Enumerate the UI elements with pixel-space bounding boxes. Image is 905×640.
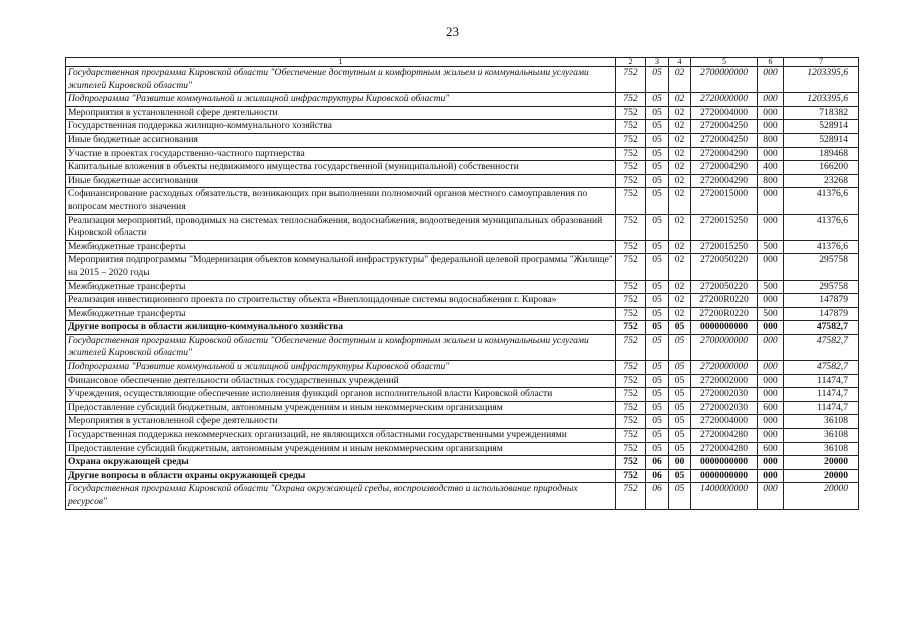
expense-type-cell: 000: [758, 334, 784, 360]
amount-cell: 528914: [784, 133, 859, 147]
amount-cell: 295758: [784, 280, 859, 294]
table-row: [66, 214, 859, 240]
section-code-cell: 05: [646, 161, 669, 175]
subsection-code-cell: 05: [669, 442, 691, 456]
subsection-code-cell: 02: [669, 280, 691, 294]
table-row: [66, 307, 859, 321]
subsection-code-cell: 02: [669, 93, 691, 107]
ministry-code-cell: 752: [616, 483, 646, 509]
row-name-cell: Охрана окружающей среды: [66, 456, 616, 470]
section-code-cell: 05: [646, 147, 669, 161]
ministry-code-cell: 752: [616, 161, 646, 175]
section-code-cell: 06: [646, 469, 669, 483]
amount-cell: 11474,7: [784, 374, 859, 388]
expense-type-cell: 600: [758, 401, 784, 415]
ministry-code-cell: 752: [616, 401, 646, 415]
header-cell: 1: [66, 58, 616, 67]
row-name-cell: Софинансирование расходных обязательств, возникающих при выполнении полномочий органов местного самоуправления по вопросам местного значения: [66, 188, 616, 214]
expense-type-cell: 400: [758, 161, 784, 175]
section-code-cell: 05: [646, 106, 669, 120]
target-article-cell: 0000000000: [691, 469, 758, 483]
section-code-cell: 05: [646, 415, 669, 429]
amount-cell: 41376,6: [784, 240, 859, 254]
subsection-code-cell: 02: [669, 120, 691, 134]
target-article-cell: 2720004250: [691, 133, 758, 147]
page-number: 23: [446, 24, 459, 39]
amount-cell: 36108: [784, 429, 859, 443]
amount-cell: 147879: [784, 294, 859, 308]
amount-cell: 11474,7: [784, 401, 859, 415]
target-article-cell: 27200R0220: [691, 307, 758, 321]
row-name-cell: Государственная программа Кировской области "Обеспечение доступным и комфортным жильем и коммунальными услугами жителей Кировской области": [66, 334, 616, 360]
ministry-code-cell: 752: [616, 106, 646, 120]
row-name-cell: Межбюджетные трансферты: [66, 240, 616, 254]
amount-cell: 20000: [784, 456, 859, 470]
ministry-code-cell: 752: [616, 374, 646, 388]
table-row: [66, 133, 859, 147]
section-code-cell: 05: [646, 429, 669, 443]
target-article-cell: 2720002030: [691, 388, 758, 402]
row-name-cell: Капитальные вложения в объекты недвижимого имущества государственной (муниципальной) собственности: [66, 161, 616, 175]
ministry-code-cell: 752: [616, 280, 646, 294]
amount-cell: 47582,7: [784, 321, 859, 335]
subsection-code-cell: 02: [669, 174, 691, 188]
header-cell: 6: [758, 58, 784, 67]
ministry-code-cell: 752: [616, 188, 646, 214]
header-cell: 2: [616, 58, 646, 67]
section-code-cell: 05: [646, 388, 669, 402]
table-row: [66, 93, 859, 107]
section-code-cell: 06: [646, 483, 669, 509]
header-cell: 4: [669, 58, 691, 67]
target-article-cell: 2720004280: [691, 442, 758, 456]
expense-type-cell: 000: [758, 456, 784, 470]
subsection-code-cell: 02: [669, 161, 691, 175]
row-name-cell: Государственная поддержка жилищно-коммунального хозяйства: [66, 120, 616, 134]
ministry-code-cell: 752: [616, 294, 646, 308]
amount-cell: 189468: [784, 147, 859, 161]
section-code-cell: 05: [646, 67, 669, 93]
target-article-cell: 2720004290: [691, 174, 758, 188]
subsection-code-cell: 05: [669, 334, 691, 360]
ministry-code-cell: 752: [616, 361, 646, 375]
row-name-cell: Предоставление субсидий бюджетным, автономным учреждениям и иным некоммерческим организациям: [66, 401, 616, 415]
target-article-cell: 2720004290: [691, 147, 758, 161]
amount-cell: 147879: [784, 307, 859, 321]
row-name-cell: Учреждения, осуществляющие обеспечение исполнения функций органов исполнительной власти Кировской области: [66, 388, 616, 402]
table-row: [66, 174, 859, 188]
row-name-cell: Мероприятия подпрограммы "Модернизация объектов коммунальной инфраструктуры" федеральной целевой программы "Жилище" на 2015 – 2020 годы: [66, 254, 616, 280]
table-row: [66, 483, 859, 509]
amount-cell: 36108: [784, 442, 859, 456]
ministry-code-cell: 752: [616, 442, 646, 456]
row-name-cell: Реализация инвестиционного проекта по строительству объекта «Внеплощадочные системы водоснабжения г. Кирова»: [66, 294, 616, 308]
header-cell: 3: [646, 58, 669, 67]
section-code-cell: 05: [646, 307, 669, 321]
section-code-cell: 05: [646, 254, 669, 280]
expense-type-cell: 000: [758, 188, 784, 214]
row-name-cell: Финансовое обеспечение деятельности областных государственных учреждений: [66, 374, 616, 388]
target-article-cell: 2720004290: [691, 161, 758, 175]
target-article-cell: 2700000000: [691, 334, 758, 360]
header-cell: 7: [784, 58, 859, 67]
subsection-code-cell: 05: [669, 401, 691, 415]
table-row: [66, 415, 859, 429]
table-row: [66, 147, 859, 161]
expense-type-cell: 500: [758, 240, 784, 254]
subsection-code-cell: 05: [669, 483, 691, 509]
target-article-cell: 2720000000: [691, 361, 758, 375]
target-article-cell: 27200R0220: [691, 294, 758, 308]
amount-cell: 1203395,6: [784, 93, 859, 107]
amount-cell: 20000: [784, 483, 859, 509]
row-name-cell: Участие в проектах государственно-частного партнерства: [66, 147, 616, 161]
row-name-cell: Межбюджетные трансферты: [66, 280, 616, 294]
section-code-cell: 05: [646, 188, 669, 214]
ministry-code-cell: 752: [616, 133, 646, 147]
ministry-code-cell: 752: [616, 334, 646, 360]
section-code-cell: 05: [646, 214, 669, 240]
amount-cell: 41376,6: [784, 214, 859, 240]
section-code-cell: 05: [646, 133, 669, 147]
row-name-cell: Мероприятия в установленной сфере деятельности: [66, 415, 616, 429]
target-article-cell: 2720002030: [691, 401, 758, 415]
expense-type-cell: 000: [758, 415, 784, 429]
amount-cell: 47582,7: [784, 334, 859, 360]
section-code-cell: 05: [646, 280, 669, 294]
target-article-cell: 2720015250: [691, 240, 758, 254]
expense-type-cell: 000: [758, 469, 784, 483]
target-article-cell: 2720050220: [691, 254, 758, 280]
header-cell: 5: [691, 58, 758, 67]
amount-cell: 20000: [784, 469, 859, 483]
row-name-cell: Иные бюджетные ассигнования: [66, 133, 616, 147]
target-article-cell: 2720004280: [691, 429, 758, 443]
amount-cell: 528914: [784, 120, 859, 134]
ministry-code-cell: 752: [616, 469, 646, 483]
amount-cell: 36108: [784, 415, 859, 429]
subsection-code-cell: 02: [669, 307, 691, 321]
amount-cell: 41376,6: [784, 188, 859, 214]
section-code-cell: 05: [646, 120, 669, 134]
table-row: [66, 374, 859, 388]
ministry-code-cell: 752: [616, 93, 646, 107]
row-name-cell: Мероприятия в установленной сфере деятельности: [66, 106, 616, 120]
table-row: [66, 240, 859, 254]
section-code-cell: 06: [646, 456, 669, 470]
expense-type-cell: 000: [758, 147, 784, 161]
amount-cell: 295758: [784, 254, 859, 280]
section-code-cell: 05: [646, 334, 669, 360]
table-row: [66, 120, 859, 134]
ministry-code-cell: 752: [616, 429, 646, 443]
expense-type-cell: 000: [758, 67, 784, 93]
subsection-code-cell: 02: [669, 254, 691, 280]
target-article-cell: 0000000000: [691, 456, 758, 470]
table-row: [66, 67, 859, 93]
subsection-code-cell: 02: [669, 67, 691, 93]
expense-type-cell: 600: [758, 442, 784, 456]
expense-type-cell: 000: [758, 294, 784, 308]
table-row: [66, 429, 859, 443]
ministry-code-cell: 752: [616, 254, 646, 280]
section-code-cell: 05: [646, 401, 669, 415]
amount-cell: 23268: [784, 174, 859, 188]
header-row: [66, 58, 859, 67]
row-name-cell: Иные бюджетные ассигнования: [66, 174, 616, 188]
expense-type-cell: 000: [758, 483, 784, 509]
table-row: [66, 294, 859, 308]
table-row: [66, 401, 859, 415]
subsection-code-cell: 02: [669, 188, 691, 214]
target-article-cell: 2720000000: [691, 93, 758, 107]
target-article-cell: 2720002000: [691, 374, 758, 388]
ministry-code-cell: 752: [616, 321, 646, 335]
target-article-cell: 2720004000: [691, 106, 758, 120]
table-row: [66, 106, 859, 120]
section-code-cell: 05: [646, 240, 669, 254]
expense-type-cell: 500: [758, 280, 784, 294]
section-code-cell: 05: [646, 442, 669, 456]
row-name-cell: Другие вопросы в области жилищно-коммунального хозяйства: [66, 321, 616, 335]
ministry-code-cell: 752: [616, 214, 646, 240]
expense-type-cell: 000: [758, 254, 784, 280]
subsection-code-cell: 02: [669, 240, 691, 254]
expense-type-cell: 000: [758, 120, 784, 134]
section-code-cell: 05: [646, 93, 669, 107]
subsection-code-cell: 00: [669, 456, 691, 470]
expense-type-cell: 800: [758, 174, 784, 188]
subsection-code-cell: 05: [669, 415, 691, 429]
ministry-code-cell: 752: [616, 67, 646, 93]
amount-cell: 166200: [784, 161, 859, 175]
section-code-cell: 05: [646, 321, 669, 335]
table-row: [66, 161, 859, 175]
expense-type-cell: 000: [758, 361, 784, 375]
ministry-code-cell: 752: [616, 120, 646, 134]
row-name-cell: Предоставление субсидий бюджетным, автономным учреждениям и иным некоммерческим организациям: [66, 442, 616, 456]
subsection-code-cell: 02: [669, 214, 691, 240]
table-row: [66, 361, 859, 375]
section-code-cell: 05: [646, 361, 669, 375]
table-row: [66, 321, 859, 335]
row-name-cell: Государственная программа Кировской области "Обеспечение доступным и комфортным жильем и коммунальными услугами жителей Кировской области": [66, 67, 616, 93]
subsection-code-cell: 05: [669, 388, 691, 402]
expense-type-cell: 800: [758, 133, 784, 147]
target-article-cell: 2720015250: [691, 214, 758, 240]
amount-cell: 11474,7: [784, 388, 859, 402]
row-name-cell: Подпрограмма "Развитие коммунальной и жилищной инфраструктуры Кировской области": [66, 361, 616, 375]
ministry-code-cell: 752: [616, 415, 646, 429]
expense-type-cell: 000: [758, 429, 784, 443]
amount-cell: 47582,7: [784, 361, 859, 375]
ministry-code-cell: 752: [616, 240, 646, 254]
expense-type-cell: 000: [758, 388, 784, 402]
table-row: [66, 469, 859, 483]
subsection-code-cell: 05: [669, 469, 691, 483]
target-article-cell: 1400000000: [691, 483, 758, 509]
expense-type-cell: 000: [758, 106, 784, 120]
ministry-code-cell: 752: [616, 388, 646, 402]
subsection-code-cell: 02: [669, 147, 691, 161]
expense-type-cell: 000: [758, 374, 784, 388]
target-article-cell: 2720015000: [691, 188, 758, 214]
table-row: [66, 388, 859, 402]
table-row: [66, 188, 859, 214]
row-name-cell: Межбюджетные трансферты: [66, 307, 616, 321]
row-name-cell: Государственная программа Кировской области "Охрана окружающей среды, воспроизводство и использование природных ресурсов": [66, 483, 616, 509]
subsection-code-cell: 05: [669, 321, 691, 335]
ministry-code-cell: 752: [616, 456, 646, 470]
ministry-code-cell: 752: [616, 307, 646, 321]
ministry-code-cell: 752: [616, 147, 646, 161]
expense-type-cell: 000: [758, 214, 784, 240]
target-article-cell: 2700000000: [691, 67, 758, 93]
expense-type-cell: 000: [758, 321, 784, 335]
row-name-cell: Реализация мероприятий, проводимых на системах теплоснабжения, водоснабжения, водоотведения муниципальных образований Кировской области: [66, 214, 616, 240]
section-code-cell: 05: [646, 374, 669, 388]
amount-cell: 718382: [784, 106, 859, 120]
row-name-cell: Подпрограмма "Развитие коммунальной и жилищной инфраструктуры Кировской области": [66, 93, 616, 107]
target-article-cell: 2720004250: [691, 120, 758, 134]
subsection-code-cell: 02: [669, 294, 691, 308]
expense-type-cell: 000: [758, 93, 784, 107]
ministry-code-cell: 752: [616, 174, 646, 188]
subsection-code-cell: 02: [669, 106, 691, 120]
target-article-cell: 2720004000: [691, 415, 758, 429]
expense-type-cell: 500: [758, 307, 784, 321]
table-row: [66, 456, 859, 470]
row-name-cell: Другие вопросы в области охраны окружающей среды: [66, 469, 616, 483]
table-row: [66, 254, 859, 280]
table-row: [66, 334, 859, 360]
subsection-code-cell: 05: [669, 374, 691, 388]
amount-cell: 1203395,6: [784, 67, 859, 93]
target-article-cell: 2720050220: [691, 280, 758, 294]
budget-table: [65, 57, 859, 510]
row-name-cell: Государственная поддержка некоммерческих организаций, не являющихся областными государственными учреждениями: [66, 429, 616, 443]
subsection-code-cell: 02: [669, 133, 691, 147]
section-code-cell: 05: [646, 294, 669, 308]
subsection-code-cell: 05: [669, 361, 691, 375]
target-article-cell: 0000000000: [691, 321, 758, 335]
subsection-code-cell: 05: [669, 429, 691, 443]
table-row: [66, 442, 859, 456]
table-row: [66, 280, 859, 294]
section-code-cell: 05: [646, 174, 669, 188]
